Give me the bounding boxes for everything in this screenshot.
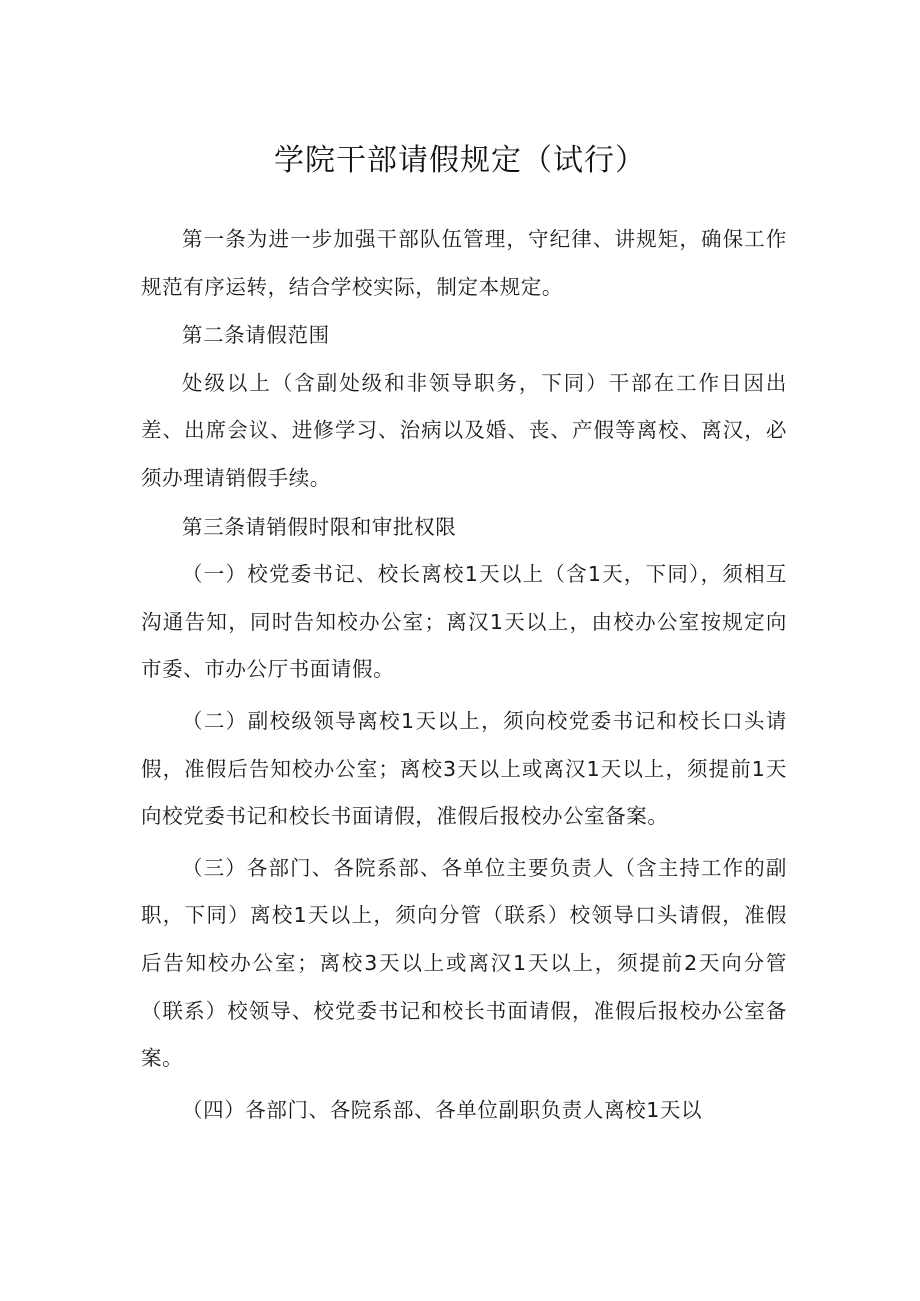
document-body: [141, 216, 787, 1134]
article-1-paragraph: 第一条为进一步加强干部队伍管理，守纪律、讲规矩，确保工作规范有序运转，结合学校实际，制定本规定。: [141, 227, 787, 299]
document-title: 学院干部请假规定（试行）: [274, 143, 646, 178]
article-3-heading: 第三条请销假时限和审批权限: [182, 514, 457, 539]
article-3-item-3: （三）各部门、各院系部、各单位主要负责人（含主持工作的副职，下同）离校1天以上，须向分管（联系）校领导口头请假，准假后告知校办公室；离校3天以上或离汉1天以上，须提前2天向分管（联系）校领导、校党委书记和校长书面请假，准假后报校办公室备案。: [141, 855, 787, 1071]
article-3-item-2: （二）副校级领导离校1天以上，须向校党委书记和校长口头请假，准假后告知校办公室；离校3天以上或离汉1天以上，须提前1天向校党委书记和校长书面请假，准假后报校办公室备案。: [141, 708, 787, 829]
article-2-heading: 第二条请假范围: [182, 323, 330, 348]
article-3-item-4: （四）各部门、各院系部、各单位副职负责人离校1天以: [182, 1097, 703, 1122]
article-2-paragraph: 处级以上（含副处级和非领导职务，下同）干部在工作日因出差、出席会议、进修学习、治病以及婚、丧、产假等离校、离汉，必须办理请销假手续。: [141, 370, 787, 490]
article-3-item-1: （一）校党委书记、校长离校1天以上（含1天，下同），须相互沟通告知，同时告知校办公室；离汉1天以上，由校办公室按规定向市委、市办公厅书面请假。: [141, 562, 787, 682]
